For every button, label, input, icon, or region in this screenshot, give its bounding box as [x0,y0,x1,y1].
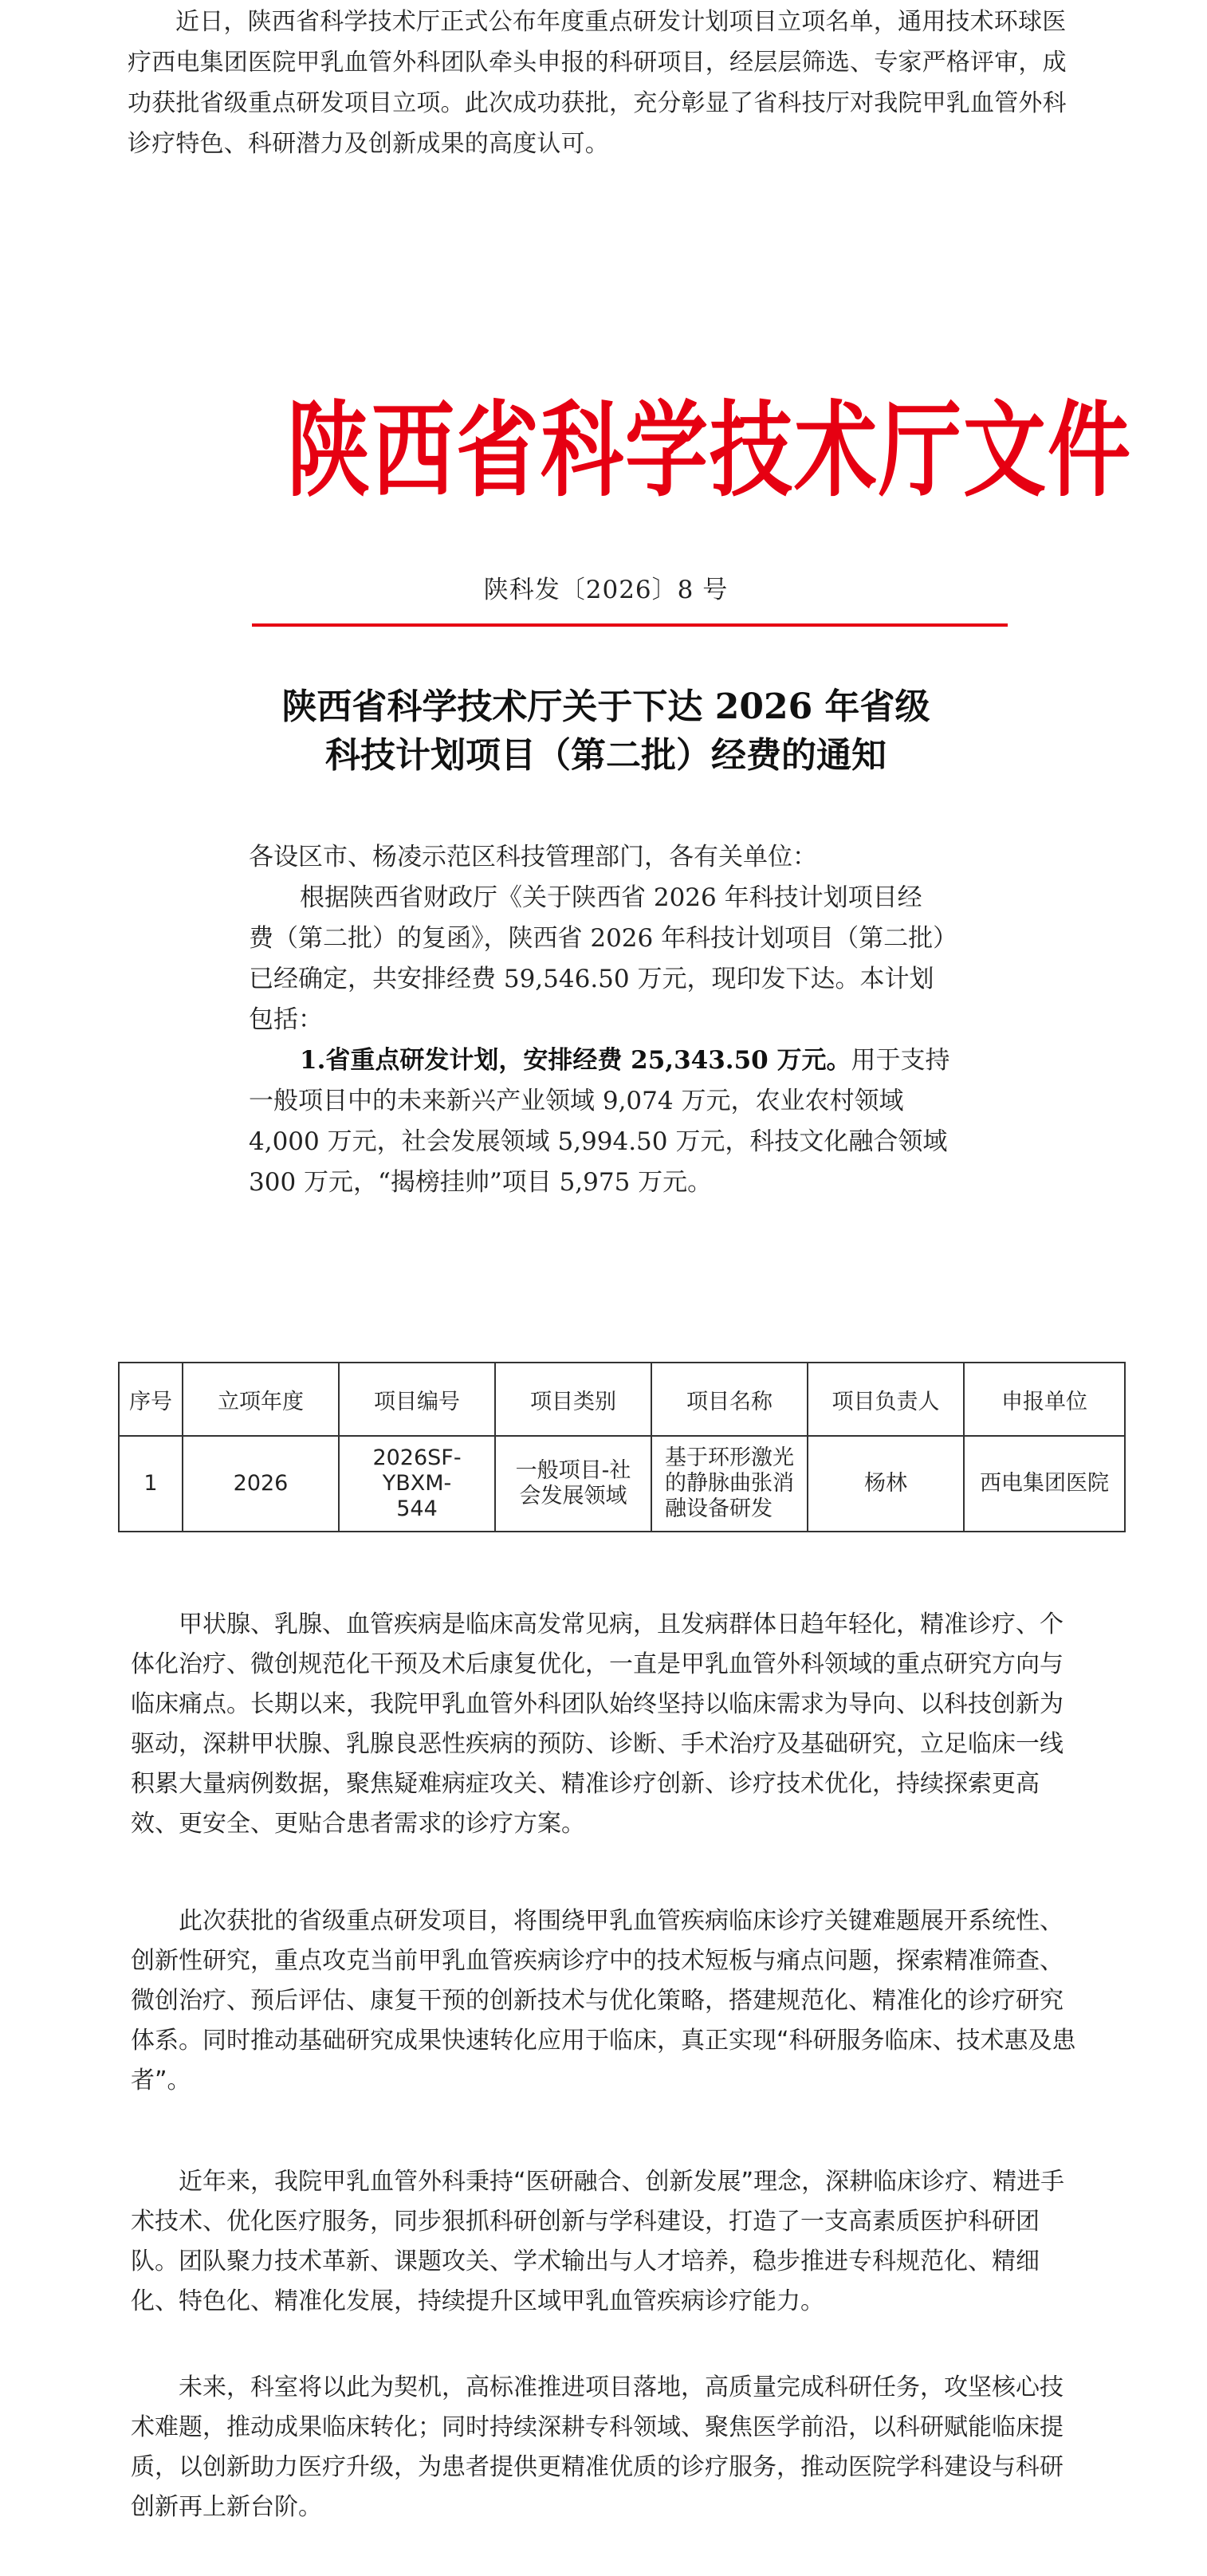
cell-line: 融设备研发 [665,1496,773,1521]
cell-line: 会发展领域 [519,1484,627,1508]
paragraph-line: 未来，科室将以此为契机，高标准推进项目落地，高质量完成科研任务，攻坚核心技 [179,2373,1063,2401]
body-paragraph [131,2162,1119,2322]
cell-line: 基于环形激光 [665,1445,794,1470]
paragraph-line: 者”。 [131,2067,191,2094]
notice-item-rest: 用于支持 [851,1046,950,1075]
paragraph-line: 甲状腺、乳腺、血管疾病是临床高发常见病，且发病群体日趋年轻化，精准诊疗、个 [179,1610,1063,1638]
table-header-cell: 项目负责人 [808,1363,964,1436]
cell-line: 的静脉曲张消 [665,1471,794,1496]
cell-line: 一般项目-社 [515,1458,631,1483]
cell-year: 2026 [183,1436,339,1532]
project-table [118,1362,1126,1532]
paragraph-line: 微创治疗、预后评估、康复干预的创新技术与优化策略，搭建规范化、精准化的诊疗研究 [131,1987,1063,2015]
cell-leader: 杨林 [808,1436,964,1532]
table-header-cell: 立项年度 [183,1363,339,1436]
paragraph-line: 术难题，推动成果临床转化；同时持续深耕专科领域、聚焦医学前沿，以科研赋能临床提 [131,2413,1063,2441]
paragraph-line: 驱动，深耕甲状腺、乳腺良恶性疾病的预防、诊断、手术治疗及基础研究，立足临床一线 [131,1730,1063,1758]
cell-category [495,1436,651,1532]
cell-project-name [651,1436,808,1532]
cell-unit: 西电集团医院 [964,1436,1125,1532]
notice-title-line: 陕西省科学技术厅关于下达 2026 年省级 [281,686,930,727]
notice-body-line: 已经确定，共安排经费 59,546.50 万元，现印发下达。本计划 [249,965,934,993]
table-header-cell: 序号 [119,1363,183,1436]
cell-line: 2026SF-YBXM- [372,1445,462,1496]
table-header-cell: 项目编号 [339,1363,495,1436]
notice-body [249,837,1030,1203]
notice-item-bold: 1.省重点研发计划，安排经费 25,343.50 万元。 [300,1046,851,1075]
paragraph-line: 队。团队聚力技术革新、课题攻关、学术输出与人才培养，稳步推进专科规范化、精细 [131,2248,1040,2275]
notice-body-line: 包括： [249,1005,323,1034]
paragraph-line: 质，以创新助力医疗升级，为患者提供更精准优质的诊疗服务，推动医院学科建设与科研 [131,2453,1063,2481]
paragraph-line: 化、特色化、精准化发展，持续提升区域甲乳血管疾病诊疗能力。 [131,2287,824,2315]
body-paragraph [131,1605,1119,1844]
body-paragraph [131,2368,1119,2527]
intro-paragraph [128,2,1116,164]
table-header-cell: 申报单位 [964,1363,1125,1436]
notice-title-line: 科技计划项目（第二批）经费的通知 [325,735,887,776]
body-paragraph [131,1902,1119,2101]
intro-line: 疗西电集团医院甲乳血管外科团队牵头申报的科研项目，经层层筛选、专家严格评审，成 [128,49,1067,77]
cell-wrap [665,1445,794,1522]
table-header-cell: 项目类别 [495,1363,651,1436]
intro-line: 功获批省级重点研发项目立项。此次成功获批，充分彰显了省科技厅对我院甲乳血管外科 [128,89,1067,117]
paragraph-line: 效、更安全、更贴合患者需求的诊疗方案。 [131,1810,585,1838]
paragraph-line: 创新再上新台阶。 [131,2493,322,2521]
paragraph-line: 体系。同时推动基础研究成果快速转化应用于临床，真正实现“科研服务临床、技术惠及患 [131,2027,1076,2055]
notice-item-line: 一般项目中的未来新兴产业领域 9,074 万元，农业农村领域 [249,1087,904,1115]
notice-item-line: 4,000 万元，社会发展领域 5,994.50 万元，科技文化融合领域 [249,1127,948,1156]
intro-line: 近日，陕西省科学技术厅正式公布年度重点研发计划项目立项名单，通用技术环球医 [175,8,1067,36]
paragraph-line: 创新性研究，重点攻克当前甲乳血管疾病诊疗中的技术短板与痛点问题，探索精准筛查、 [131,1947,1063,1975]
paragraph-line: 积累大量病例数据，聚焦疑难病症攻关、精准诊疗创新、诊疗技术优化，持续探索更高 [131,1770,1040,1798]
notice-item-line: 300 万元，“揭榜挂帅”项目 5,975 万元。 [249,1168,713,1197]
document-red-header: 陕西省科学技术厅文件 [287,388,1133,512]
document-number: 陕科发〔2026〕8 号 [483,576,729,604]
notice-body-line: 费（第二批）的复函》，陕西省 2026 年科技计划项目（第二批） [249,924,958,953]
red-divider-line [252,623,1008,627]
notice-body-line: 根据陕西省财政厅《关于陕西省 2026 年科技计划项目经 [300,883,922,912]
paragraph-line: 体化治疗、微创规范化干预及术后康复优化，一直是甲乳血管外科领域的重点研究方向与 [131,1650,1063,1678]
cell-line: 544 [396,1496,438,1521]
cell-index: 1 [119,1436,183,1532]
notice-addressee: 各设区市、杨凌示范区科技管理部门，各有关单位： [249,843,817,871]
paragraph-line: 此次获批的省级重点研发项目，将围绕甲乳血管疾病临床诊疗关键难题展开系统性、 [179,1907,1063,1935]
paragraph-line: 近年来，我院甲乳血管外科秉持“医研融合、创新发展”理念，深耕临床诊疗、精进手 [179,2168,1065,2196]
intro-line: 诊疗特色、科研潜力及创新成果的高度认可。 [128,130,609,158]
paragraph-line: 临床痛点。长期以来，我院甲乳血管外科团队始终坚持以临床需求为导向、以科技创新为 [131,1690,1063,1718]
table-row [119,1436,1125,1532]
notice-title [207,682,1005,780]
notice-item-line [249,1040,1030,1081]
paragraph-line: 术技术、优化医疗服务，同步狠抓科研创新与学科建设，打造了一支高素质医护科研团 [131,2208,1040,2236]
table-header-row [119,1363,1125,1436]
cell-project-code [339,1436,495,1532]
table-header-cell: 项目名称 [651,1363,808,1436]
